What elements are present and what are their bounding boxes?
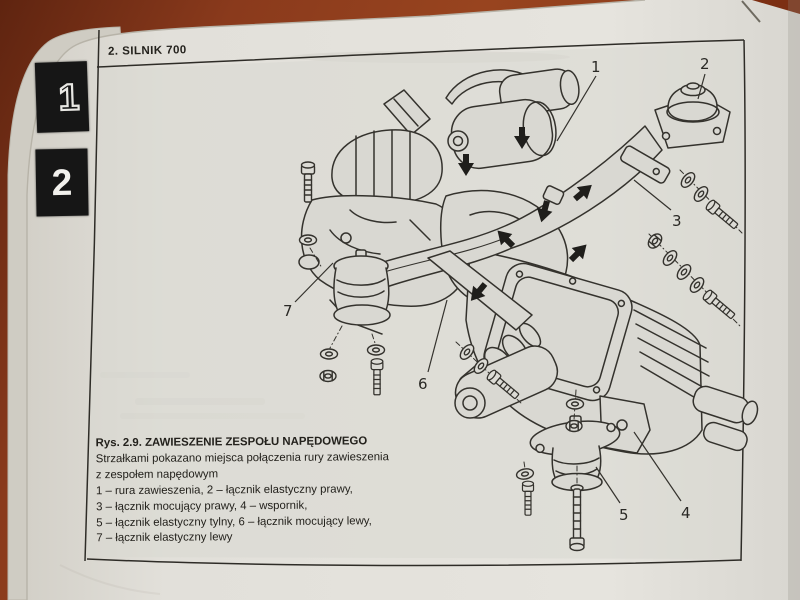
figure-label: Rys. 2.9. [95,436,142,450]
legend-line-2: 3 – łącznik mocujący prawy, 4 – wspornik, [96,499,308,513]
chapter-tab-1 [35,61,89,133]
legend-line-3: 5 – łącznik elastyczny tylny, 6 – łącznik mocujący lewy, [96,514,372,529]
mount-left [334,250,390,325]
legend-line-4: 7 – łącznik elastyczny lewy [96,531,233,545]
callout-2: 2 [700,55,710,73]
chapter-tab-1-label: 1 [57,75,80,118]
figure-title: ZAWIESZENIE ZESPOŁU NAPĘDOWEGO [145,435,368,449]
chapter-tab-2-label: 2 [51,161,73,204]
callout-5: 5 [619,506,629,524]
callout-3: 3 [672,212,682,230]
caption-note-2: z zespołem napędowym [95,468,219,482]
callout-6: 6 [418,375,428,393]
legend-line-1: 1 – rura zawieszenia, 2 – łącznik elastyczny prawy, [95,483,353,497]
chapter-tab-2 [35,149,88,217]
caption-note-1: Strzałkami pokazano miejsca połączenia rury zawieszenia [95,451,389,466]
callout-1: 1 [591,58,601,76]
callout-7: 7 [283,302,293,320]
page-header: 2. SILNIK 700 [107,44,187,58]
figure-caption [96,434,442,548]
callout-4: 4 [681,504,691,522]
